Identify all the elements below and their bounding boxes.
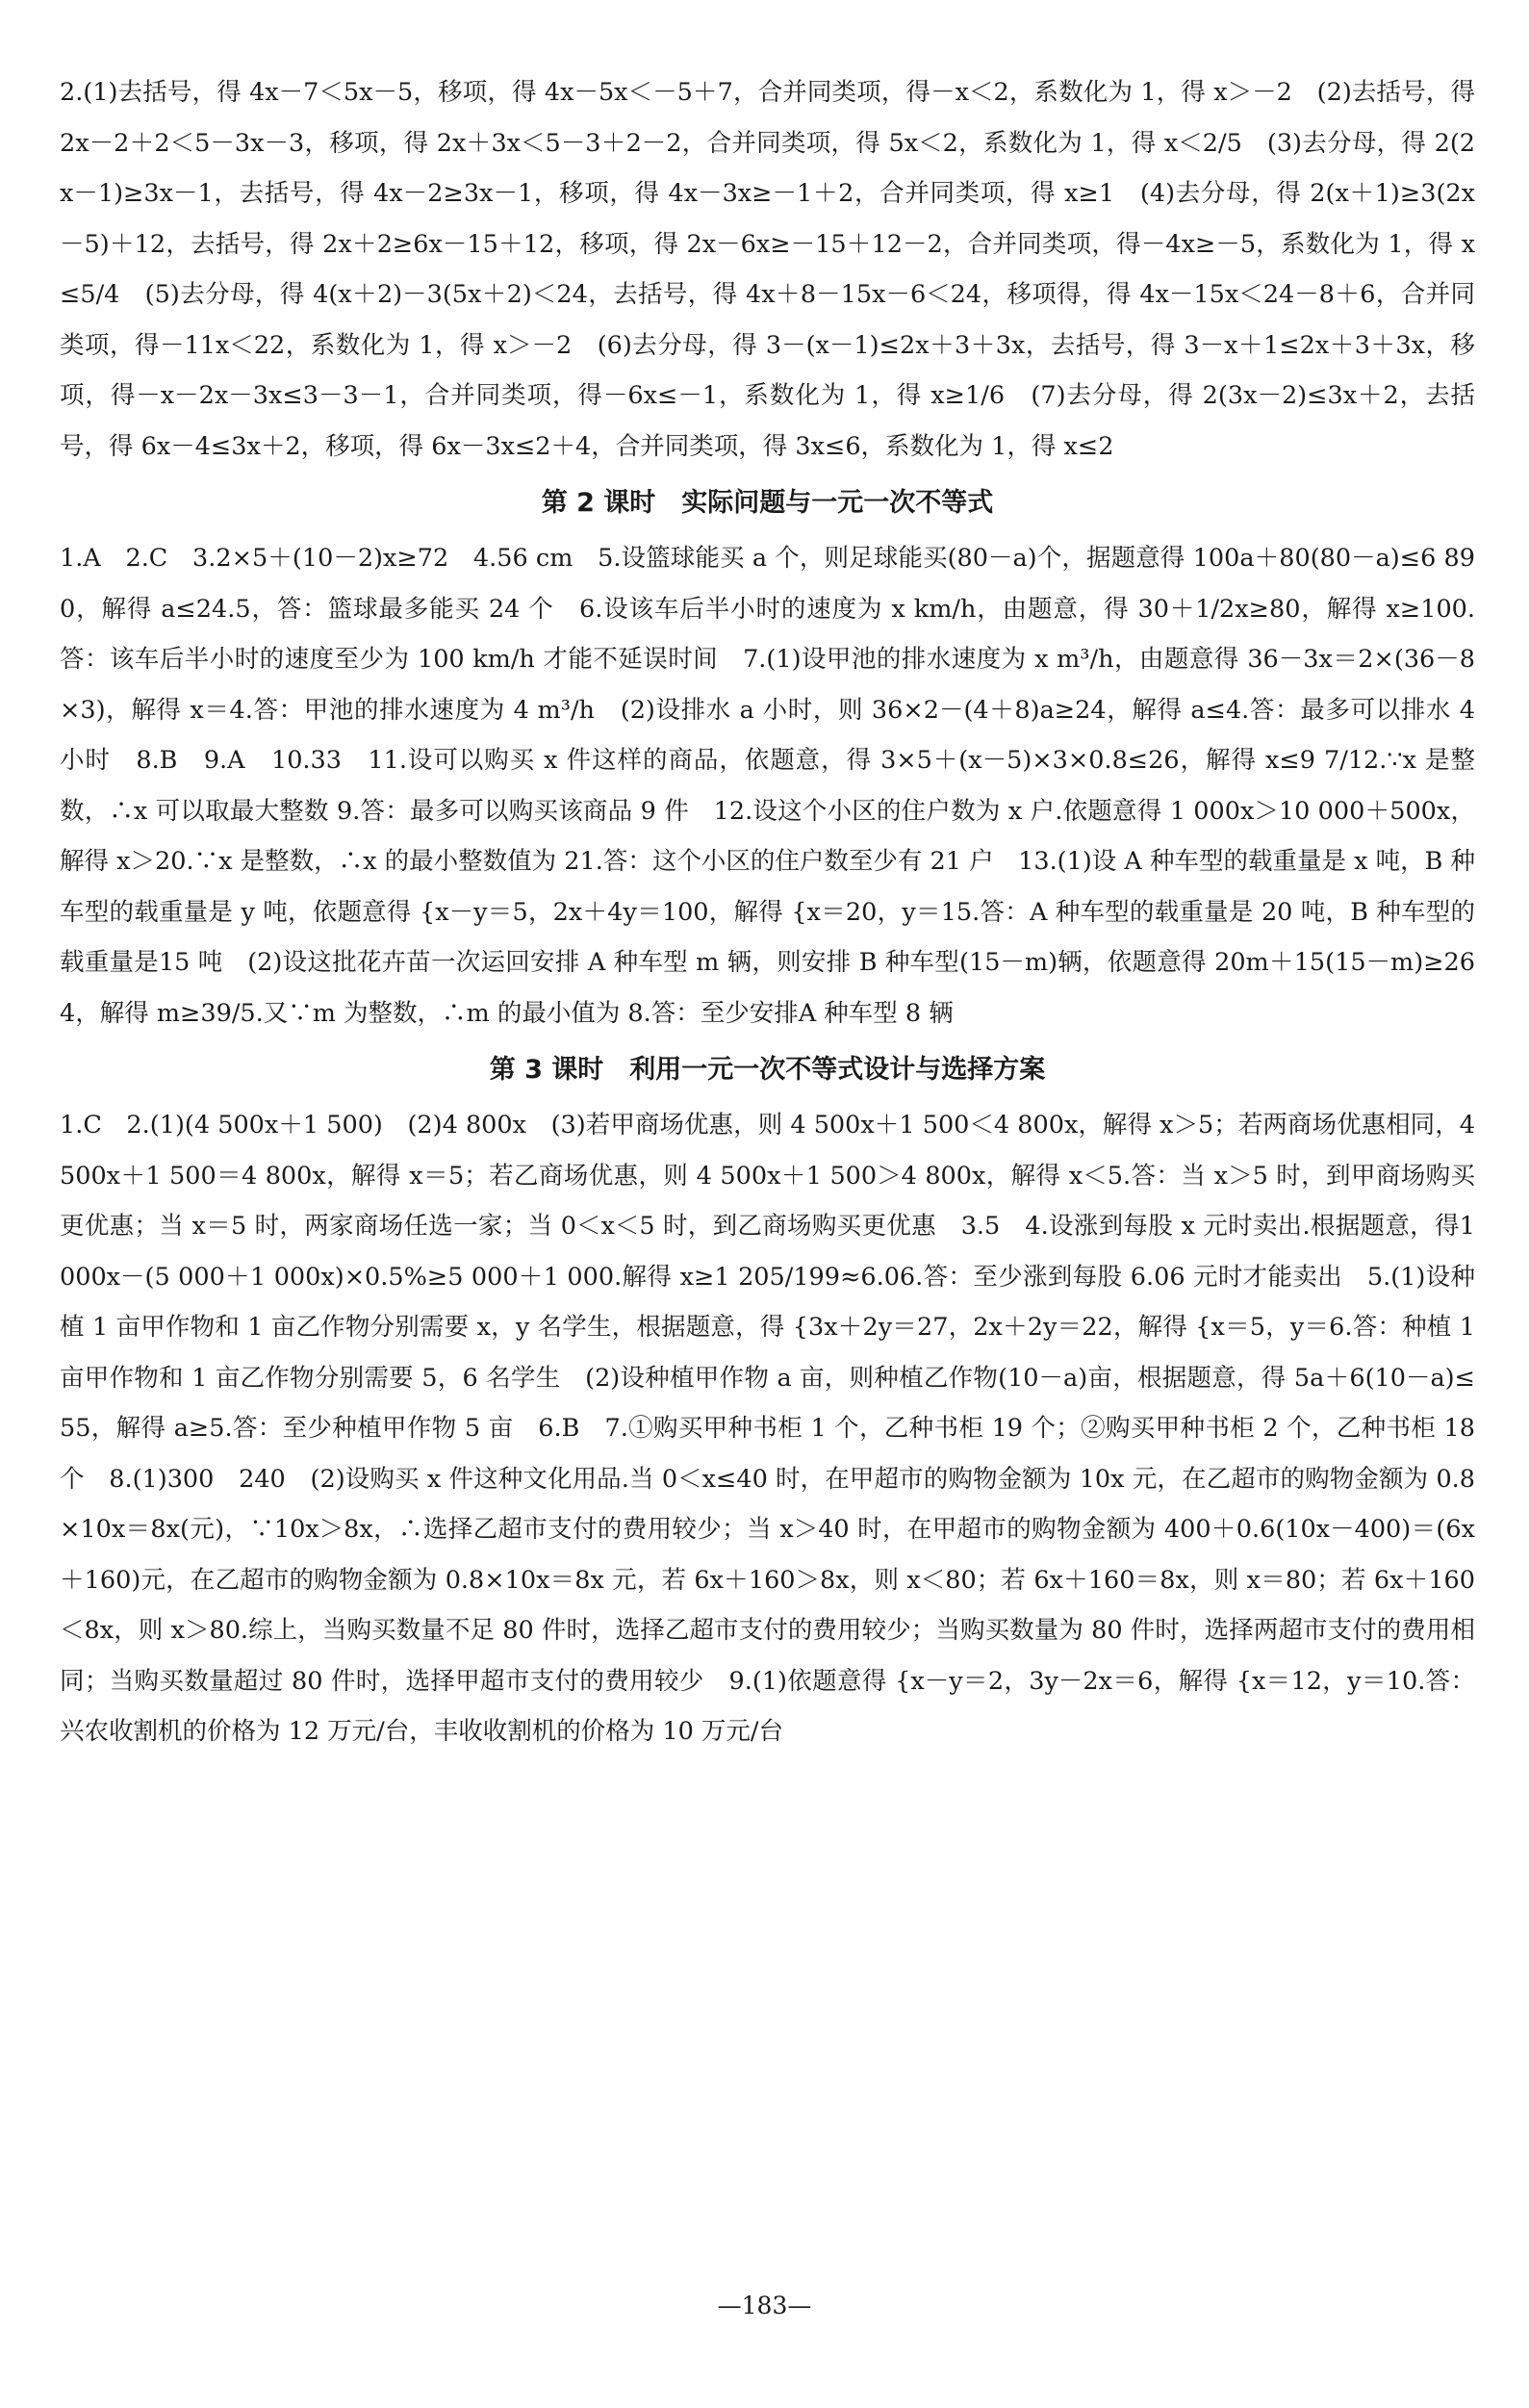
section-heading: 第 2 课时 实际问题与一元一次不等式	[541, 488, 994, 518]
answer-paragraph: 1.A 2.C 3.2×5＋(10－2)x≥72 4.56 cm 5.设篮球能买 a 个，则足球能买(80－a)个，据题意得 100a＋80(80－a)≤6 890，解得 a≤24.5，答：篮球最多能买 24 个 6.设该车后半小时的速度为 x km/h，由题意，得 30＋1/2x≥80，解得 x≥100.答：该车后半小时的速度至少为 100 km/h 才能不延误时间 7.(1)设甲池的排水速度为 x m³/h，由题意得 36－3x＝2×(36－8×3)，解得 x＝4.答：甲池的排水速度为 4 m³/h (2)设排水 a 小时，则 36×2－(4＋8)a≥24，解得 a≤4.答：最多可以排水 4 小时 8.B 9.A 10.33 11.设可以购买 x 件这样的商品，依题意，得 3×5＋(x－5)×3×0.8≤26，解得 x≤9 7/12.∵x 是整数，∴x 可以取最大整数 9.答：最多可以购买该商品 9 件 12.设这个小区的住户数为 x 户.依题意得 1 000x＞10 000＋500x，解得 x＞20.∵x 是整数，∴x 的最小整数值为 21.答：这个小区的住户数至少有 21 户 13.(1)设 A 种车型的载重量是 x 吨，B 种车型的载重量是 y 吨，依题意得 {x－y＝5，2x＋4y＝100，解得 {x＝20，y＝15.答：A 种车型的载重量是 20 吨，B 种车型的载重量是15 吨 (2)设这批花卉苗一次运回安排 A 种车型 m 辆，则安排 B 种车型(15－m)辆，依题意得 20m＋15(15－m)≥264，解得 m≥39/5.又∵m 为整数，∴m 的最小值为 8.答：至少安排A 种车型 8 辆	[60, 544, 1475, 1028]
section-heading: 第 3 课时 利用一元一次不等式设计与选择方案	[489, 1055, 1046, 1085]
content	[60, 67, 1475, 1757]
answer-paragraph: 2.(1)去括号，得 4x－7＜5x－5，移项，得 4x－5x＜－5＋7，合并同类项，得－x＜2，系数化为 1，得 x＞－2 (2)去括号，得 2x－2＋2＜5－3x－3，移项，得 2x＋3x＜5－3＋2－2，合并同类项，得 5x＜2，系数化为 1，得 x＜2/5 (3)去分母，得 2(2x－1)≥3x－1，去括号，得 4x－2≥3x－1，移项，得 4x－3x≥－1＋2，合并同类项，得 x≥1 (4)去分母，得 2(x＋1)≥3(2x－5)＋12，去括号，得 2x＋2≥6x－15＋12，移项，得 2x－6x≥－15＋12－2，合并同类项，得－4x≥－5，系数化为 1，得 x≤5/4 (5)去分母，得 4(x＋2)－3(5x＋2)＜24，去括号，得 4x＋8－15x－6＜24，移项得，得 4x－15x＜24－8＋6，合并同类项，得－11x＜22，系数化为 1，得 x＞－2 (6)去分母，得 3－(x－1)≤2x＋3＋3x，去括号，得 3－x＋1≤2x＋3＋3x，移项，得－x－2x－3x≤3－3－1，合并同类项，得－6x≤－1，系数化为 1，得 x≥1/6 (7)去分母，得 2(3x－2)≤3x＋2，去括号，得 6x－4≤3x＋2，移项，得 6x－3x≤2＋4，合并同类项，得 3x≤6，系数化为 1，得 x≤2	[60, 78, 1475, 461]
page-number: —183—	[717, 2292, 812, 2319]
answer-paragraph: 1.C 2.(1)(4 500x＋1 500) (2)4 800x (3)若甲商场优惠，则 4 500x＋1 500＜4 800x，解得 x＞5；若两商场优惠相同，4 500x＋1 500＝4 800x，解得 x＝5；若乙商场优惠，则 4 500x＋1 500＞4 800x，解得 x＜5.答：当 x＞5 时，到甲商场购买更优惠；当 x＝5 时，两家商场任选一家；当 0＜x＜5 时，到乙商场购买更优惠 3.5 4.设涨到每股 x 元时卖出.根据题意，得1 000x－(5 000＋1 000x)×0.5%≥5 000＋1 000.解得 x≥1 205/199≈6.06.答：至少涨到每股 6.06 元时才能卖出 5.(1)设种植 1 亩甲作物和 1 亩乙作物分别需要 x，y 名学生，根据题意，得 {3x＋2y＝27，2x＋2y＝22，解得 {x＝5，y＝6.答：种植 1 亩甲作物和 1 亩乙作物分别需要 5，6 名学生 (2)设种植甲作物 a 亩，则种植乙作物(10－a)亩，根据题意，得 5a＋6(10－a)≤55，解得 a≥5.答：至少种植甲作物 5 亩 6.B 7.①购买甲种书柜 1 个，乙种书柜 19 个；②购买甲种书柜 2 个，乙种书柜 18 个 8.(1)300 240 (2)设购买 x 件这种文化用品.当 0＜x≤40 时，在甲超市的购物金额为 10x 元，在乙超市的购物金额为 0.8×10x＝8x(元)，∵10x＞8x，∴选择乙超市支付的费用较少；当 x＞40 时，在甲超市的购物金额为 400＋0.6(10x－400)＝(6x＋160)元，在乙超市的购物金额为 0.8×10x＝8x 元，若 6x＋160＞8x，则 x＜80；若 6x＋160＝8x，则 x＝80；若 6x＋160＜8x，则 x＞80.综上，当购买数量不足 80 件时，选择乙超市支付的费用较少；当购买数量为 80 件时，选择两超市支付的费用相同；当购买数量超过 80 件时，选择甲超市支付的费用较少 9.(1)依题意得 {x－y＝2，3y－2x＝6，解得 {x＝12，y＝10.答：兴农收割机的价格为 12 万元/台，丰收收割机的价格为 10 万元/台	[60, 1111, 1475, 1746]
